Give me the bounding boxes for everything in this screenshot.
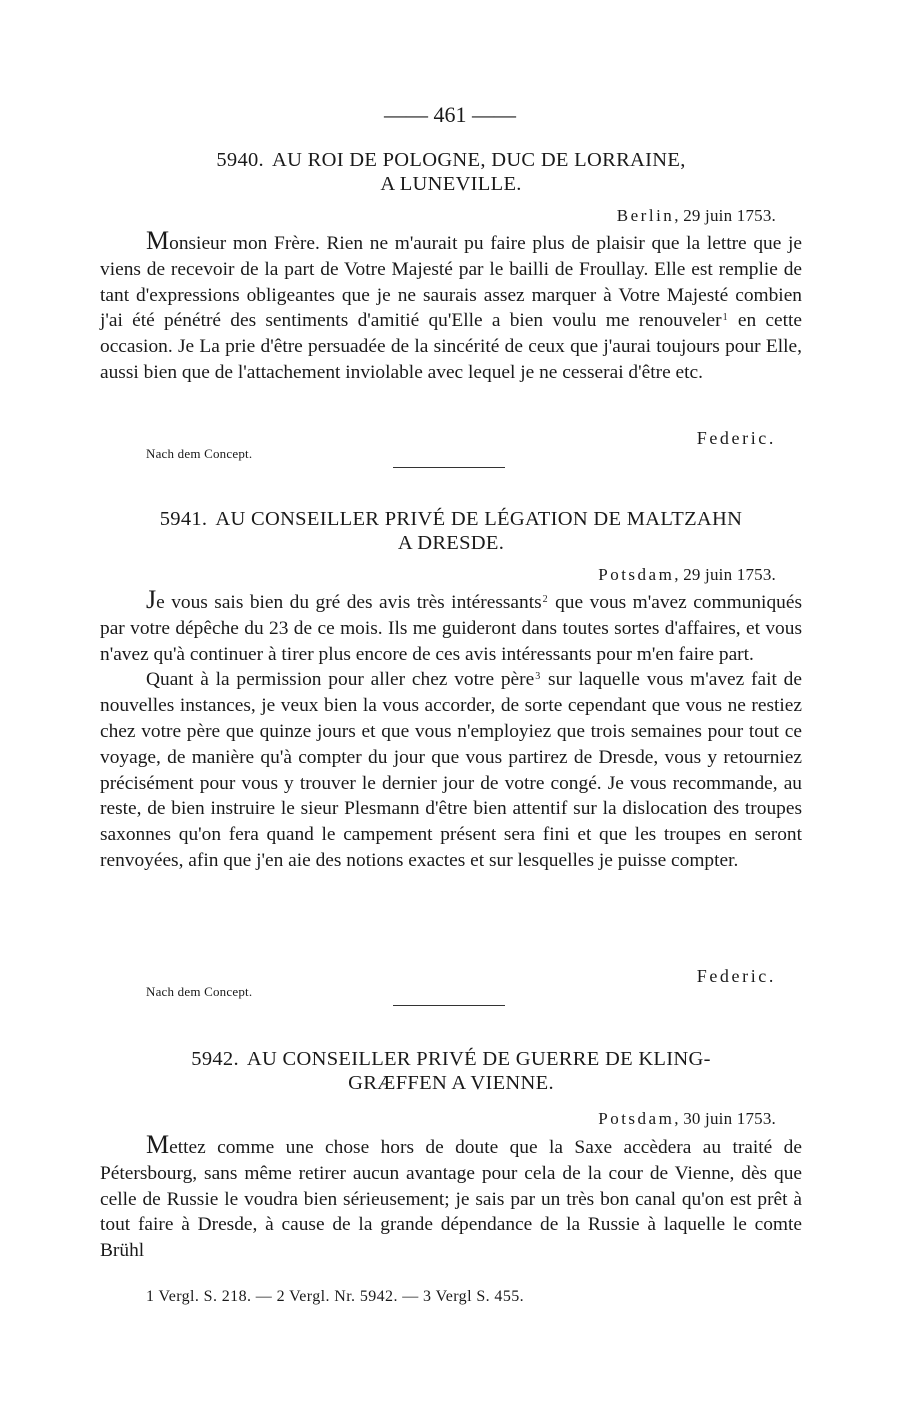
text: ettez comme une chose hors de doute que la Saxe accèdera au traité de Pétersbourg, sans même retirer aucun avantage pour cela de la cour de Vienne, dès que celle de Russie le voudra bien sérieusement; je sais par un très bon canal qu'on est prêt à tout faire à Dresde, à cause de la grande dépendance de la Russie à laquelle le comte Brühl (100, 1137, 802, 1262)
paragraph (100, 1130, 802, 1264)
date: , 30 juin 1753. (674, 1109, 776, 1128)
date: , 29 juin 1753. (674, 565, 776, 584)
text: en cette occasion. Je La prie d'être persuadée de la sincérité de ceux que j'aurai toujours pour Elle, aussi bien que de l'attachement inviolable avec lequel je ne cesserai d'être etc. (100, 310, 802, 383)
letter-5941-body (100, 585, 802, 874)
text: e vous sais bien du gré des avis très intéressants (156, 592, 542, 613)
place: Potsdam (598, 1109, 675, 1128)
letter-5940-heading (96, 148, 806, 196)
heading-line: A LUNEVILLE. (380, 173, 522, 195)
paragraph (100, 667, 802, 873)
drop-cap: J (146, 585, 157, 614)
letter-5942-dateline (598, 1109, 776, 1129)
place: Berlin (616, 206, 675, 225)
section-divider (393, 467, 505, 468)
heading-line: AU CONSEILLER PRIVÉ DE LÉGATION DE MALTZAHN (215, 508, 743, 530)
letter-5941-signature: Federic. (696, 966, 776, 986)
heading-line: AU CONSEILLER PRIVÉ DE GUERRE DE KLING- (246, 1048, 711, 1070)
footnote-ref: 2 (542, 594, 548, 605)
heading-line: A DRESDE. (397, 532, 505, 554)
text: que vous m'avez communiqués par votre dépêche du 23 de ce mois. Ils me guideront dans toutes sortes d'affaires, et vous n'avez qu'à continuer à tirer plus encore de ces avis intéressants pour m'en faire part. (100, 592, 802, 665)
letter-5940-signature: Federic. (696, 428, 776, 448)
heading-line: AU ROI DE POLOGNE, DUC DE LORRAINE, (271, 149, 686, 171)
footnote-ref: 1 (722, 312, 728, 324)
footnote-ref: 3 (535, 671, 541, 683)
heading-line: GRÆFFEN A VIENNE. (348, 1072, 554, 1094)
paragraph (100, 226, 802, 386)
footnotes: 1 Vergl. S. 218. — 2 Vergl. Nr. 5942. — 3 Vergl S. 455. (146, 1288, 525, 1305)
page-number: —— 461 —— (384, 102, 516, 127)
text: Quant à la permission pour aller chez votre père (146, 669, 535, 691)
letter-5942-heading (96, 1047, 806, 1095)
letter-5940-body (100, 226, 802, 386)
drop-cap: M (146, 1130, 170, 1159)
text: onsieur mon Frère. Rien ne m'aurait pu faire plus de plaisir que la lettre que je viens de recevoir de la part de Votre Majesté par le bailli de Froullay. Elle est remplie de tant d'expressions obligeantes que je ne saurais assez marquer à Votre Majesté combien j'ai été pénétré des sentiments d'amitié qu'Elle a bien voulu me renouveler (100, 233, 802, 332)
letter-5942-body (100, 1130, 802, 1264)
letter-5941-heading (96, 507, 806, 555)
section-divider (393, 1005, 505, 1006)
letter-5940-source: Nach dem Concept. (146, 446, 253, 461)
date: , 29 juin 1753. (674, 206, 776, 225)
paragraph (100, 585, 802, 667)
drop-cap: M (146, 226, 170, 255)
letter-number: 5940. (216, 149, 264, 171)
letter-5941-source: Nach dem Concept. (146, 984, 253, 999)
letter-number: 5942. (191, 1048, 239, 1070)
letter-5941-dateline (598, 565, 776, 585)
place: Potsdam (598, 565, 675, 584)
letter-5940-dateline (617, 206, 776, 226)
text: sur laquelle vous m'avez fait de nouvelles instances, je veux bien la vous accorder, de sorte cependant que vous ne restiez chez votre père que quinze jours et que vous n'employiez que trois semaines pour tout ce voyage, de manière qu'à compter du jour que vous partirez de Dresde, vous y retourniez précisément pour vous y trouver le dernier jour de votre congé. Je vous recommande, au reste, de bien instruire le sieur Plesmann d'être bien attentif sur la dislocation des troupes saxonnes qu'on fera quand le campement présent sera fini et que les troupes en seront renvoyées, afin que j'en aie des notions exactes et sur lesquelles je puisse compter. (100, 669, 802, 871)
letter-number: 5941. (159, 508, 208, 530)
